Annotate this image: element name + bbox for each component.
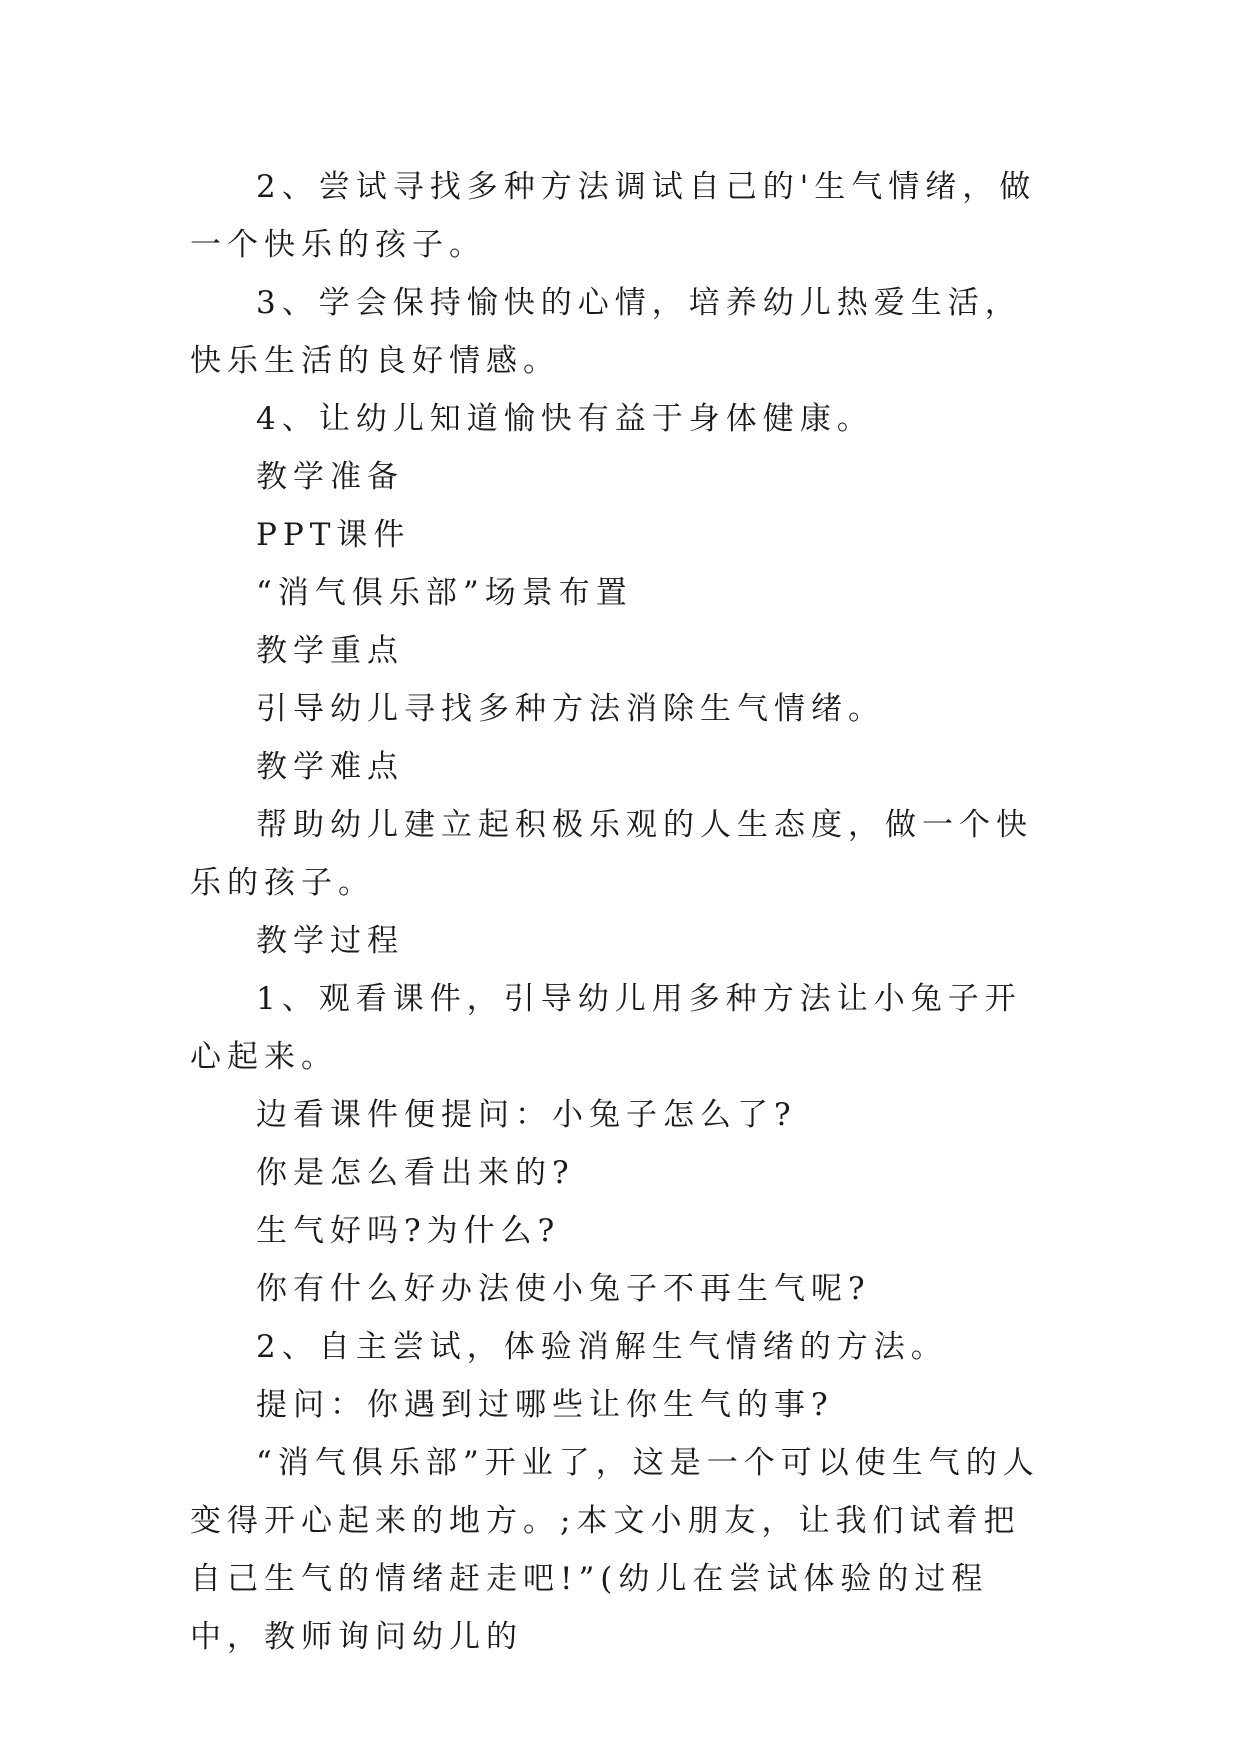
paragraph-question-3: 生气好吗?为什么? (256, 1213, 561, 1249)
paragraph-question-1: 边看课件便提问：小兔子怎么了? (256, 1097, 797, 1133)
heading-teaching-preparation: 教学准备 (256, 459, 404, 495)
paragraph-question-4: 你有什么好办法使小兔子不再生气呢? (256, 1271, 871, 1307)
heading-teaching-process: 教学过程 (256, 923, 404, 959)
heading-teaching-difficulty: 教学难点 (256, 749, 404, 785)
paragraph-club-opening: “消气俱乐部”开业了，这是一个可以使生气的人变得开心起来的地方。;本文小朋友，让我们试着把自己生气的情绪赶走吧!”(幼儿在尝试体验的过程中，教师询问幼儿的 (190, 1445, 1040, 1655)
heading-teaching-focus: 教学重点 (256, 633, 404, 669)
paragraph-teaching-focus: 引导幼儿寻找多种方法消除生气情绪。 (256, 691, 885, 727)
document-body (190, 158, 1050, 1666)
paragraph-objective-2: 2、尝试寻找多种方法调试自己的'生气情绪，做一个快乐的孩子。 (190, 169, 1037, 263)
paragraph-objective-4: 4、让幼儿知道愉快有益于身体健康。 (256, 401, 874, 437)
paragraph-scene-setup: “消气俱乐部”场景布置 (256, 575, 633, 611)
paragraph-ppt-courseware: PPT课件 (256, 517, 411, 553)
paragraph-question-2: 你是怎么看出来的? (256, 1155, 575, 1191)
paragraph-process-step-1: 1、观看课件，引导幼儿用多种方法让小兔子开心起来。 (190, 981, 1022, 1075)
paragraph-process-step-2: 2、自主尝试，体验消解生气情绪的方法。 (256, 1329, 948, 1365)
paragraph-question-5: 提问：你遇到过哪些让你生气的事? (256, 1387, 834, 1423)
paragraph-objective-3: 3、学会保持愉快的心情，培养幼儿热爱生活，快乐生活的良好情感。 (190, 285, 1022, 379)
paragraph-teaching-difficulty: 帮助幼儿建立起积极乐观的人生态度，做一个快乐的孩子。 (190, 807, 1033, 901)
